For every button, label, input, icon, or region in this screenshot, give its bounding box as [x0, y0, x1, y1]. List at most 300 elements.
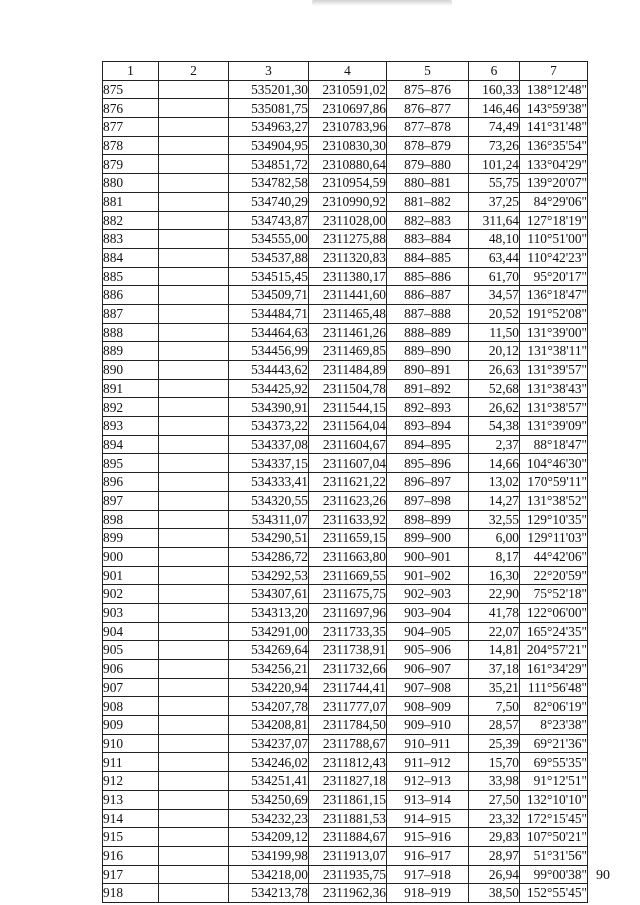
segment-length: 41,78: [469, 603, 520, 622]
segment-length: 26,62: [469, 398, 520, 417]
direction-angle: 95°20'17": [520, 267, 588, 286]
y-coordinate: 2311028,00: [309, 211, 387, 230]
direction-angle: 69°55'35": [520, 753, 588, 772]
point-number: 899: [103, 529, 159, 548]
point-number: 909: [103, 716, 159, 735]
table-row: [103, 846, 588, 865]
point-number: 893: [103, 417, 159, 436]
x-coordinate: 534292,53: [229, 566, 309, 585]
point-number: 900: [103, 547, 159, 566]
empty-cell: [159, 660, 229, 679]
empty-cell: [159, 790, 229, 809]
segment-length: 37,25: [469, 192, 520, 211]
y-coordinate: 2311663,80: [309, 547, 387, 566]
table-row: [103, 286, 588, 305]
segment-label: 900–901: [387, 547, 469, 566]
y-coordinate: 2311544,15: [309, 398, 387, 417]
table-row: [103, 865, 588, 884]
segment-label: 913–914: [387, 790, 469, 809]
coordinates-table: [102, 61, 588, 903]
empty-cell: [159, 828, 229, 847]
x-coordinate: 534291,00: [229, 622, 309, 641]
table-row: [103, 80, 588, 99]
y-coordinate: 2311564,04: [309, 417, 387, 436]
direction-angle: 131°38'52": [520, 491, 588, 510]
y-coordinate: 2311320,83: [309, 248, 387, 267]
empty-cell: [159, 753, 229, 772]
table-row: [103, 641, 588, 660]
segment-label: 906–907: [387, 660, 469, 679]
empty-cell: [159, 435, 229, 454]
point-number: 885: [103, 267, 159, 286]
segment-label: 893–894: [387, 417, 469, 436]
segment-label: 888–889: [387, 323, 469, 342]
direction-angle: 122°06'00": [520, 603, 588, 622]
x-coordinate: 534509,71: [229, 286, 309, 305]
segment-length: 74,49: [469, 118, 520, 137]
x-coordinate: 534390,91: [229, 398, 309, 417]
point-number: 907: [103, 678, 159, 697]
column-header-4: 4: [309, 62, 387, 81]
segment-label: 892–893: [387, 398, 469, 417]
segment-length: 101,24: [469, 155, 520, 174]
y-coordinate: 2311732,66: [309, 660, 387, 679]
x-coordinate: 534209,12: [229, 828, 309, 847]
segment-length: 22,07: [469, 622, 520, 641]
direction-angle: 204°57'21": [520, 641, 588, 660]
table-row: [103, 99, 588, 118]
empty-cell: [159, 772, 229, 791]
segment-label: 904–905: [387, 622, 469, 641]
table-header: [103, 62, 588, 81]
segment-length: 7,50: [469, 697, 520, 716]
table-row: [103, 510, 588, 529]
direction-angle: 170°59'11": [520, 473, 588, 492]
column-header-3: 3: [229, 62, 309, 81]
point-number: 895: [103, 454, 159, 473]
x-coordinate: 534484,71: [229, 304, 309, 323]
segment-length: 8,17: [469, 547, 520, 566]
x-coordinate: 534290,51: [229, 529, 309, 548]
segment-length: 25,39: [469, 734, 520, 753]
segment-length: 14,81: [469, 641, 520, 660]
direction-angle: 88°18'47": [520, 435, 588, 454]
direction-angle: 44°42'06": [520, 547, 588, 566]
point-number: 905: [103, 641, 159, 660]
segment-label: 912–913: [387, 772, 469, 791]
segment-length: 11,50: [469, 323, 520, 342]
y-coordinate: 2310591,02: [309, 80, 387, 99]
y-coordinate: 2310990,92: [309, 192, 387, 211]
y-coordinate: 2310880,64: [309, 155, 387, 174]
point-number: 918: [103, 884, 159, 903]
y-coordinate: 2311784,50: [309, 716, 387, 735]
segment-length: 73,26: [469, 136, 520, 155]
table-row: [103, 230, 588, 249]
direction-angle: 104°46'30": [520, 454, 588, 473]
y-coordinate: 2311733,35: [309, 622, 387, 641]
table-row: [103, 174, 588, 193]
y-coordinate: 2311812,43: [309, 753, 387, 772]
direction-angle: 165°24'35": [520, 622, 588, 641]
direction-angle: 161°34'29": [520, 660, 588, 679]
y-coordinate: 2310830,30: [309, 136, 387, 155]
direction-angle: 139°20'07": [520, 174, 588, 193]
segment-label: 897–898: [387, 491, 469, 510]
segment-label: 886–887: [387, 286, 469, 305]
scan-artifact: [312, 0, 452, 6]
direction-angle: 129°10'35": [520, 510, 588, 529]
direction-angle: 82°06'19": [520, 697, 588, 716]
point-number: 890: [103, 361, 159, 380]
direction-angle: 131°38'11": [520, 342, 588, 361]
segment-label: 884–885: [387, 248, 469, 267]
segment-label: 880–881: [387, 174, 469, 193]
point-number: 911: [103, 753, 159, 772]
x-coordinate: 534456,99: [229, 342, 309, 361]
segment-length: 23,32: [469, 809, 520, 828]
y-coordinate: 2310954,59: [309, 174, 387, 193]
column-header-6: 6: [469, 62, 520, 81]
table-row: [103, 398, 588, 417]
point-number: 876: [103, 99, 159, 118]
direction-angle: 99°00'38": [520, 865, 588, 884]
table-row: [103, 473, 588, 492]
empty-cell: [159, 136, 229, 155]
column-header-2: 2: [159, 62, 229, 81]
x-coordinate: 534555,00: [229, 230, 309, 249]
y-coordinate: 2311881,53: [309, 809, 387, 828]
y-coordinate: 2311697,96: [309, 603, 387, 622]
table-row: [103, 435, 588, 454]
direction-angle: 138°12'48": [520, 80, 588, 99]
segment-length: 13,02: [469, 473, 520, 492]
table-row: [103, 342, 588, 361]
x-coordinate: 535201,30: [229, 80, 309, 99]
x-coordinate: 534333,41: [229, 473, 309, 492]
x-coordinate: 534213,78: [229, 884, 309, 903]
point-number: 881: [103, 192, 159, 211]
table-row: [103, 660, 588, 679]
direction-angle: 51°31'56": [520, 846, 588, 865]
y-coordinate: 2311607,04: [309, 454, 387, 473]
segment-label: 915–916: [387, 828, 469, 847]
direction-angle: 110°42'23": [520, 248, 588, 267]
empty-cell: [159, 678, 229, 697]
x-coordinate: 534199,98: [229, 846, 309, 865]
empty-cell: [159, 865, 229, 884]
empty-cell: [159, 361, 229, 380]
point-number: 882: [103, 211, 159, 230]
direction-angle: 152°55'45": [520, 884, 588, 903]
empty-cell: [159, 622, 229, 641]
segment-label: 895–896: [387, 454, 469, 473]
empty-cell: [159, 566, 229, 585]
segment-length: 55,75: [469, 174, 520, 193]
point-number: 878: [103, 136, 159, 155]
empty-cell: [159, 286, 229, 305]
direction-angle: 172°15'45": [520, 809, 588, 828]
x-coordinate: 534443,62: [229, 361, 309, 380]
segment-label: 885–886: [387, 267, 469, 286]
y-coordinate: 2311380,17: [309, 267, 387, 286]
direction-angle: 131°38'57": [520, 398, 588, 417]
table-row: [103, 454, 588, 473]
segment-label: 898–899: [387, 510, 469, 529]
empty-cell: [159, 155, 229, 174]
empty-cell: [159, 304, 229, 323]
x-coordinate: 534250,69: [229, 790, 309, 809]
direction-angle: 75°52'18": [520, 585, 588, 604]
y-coordinate: 2311788,67: [309, 734, 387, 753]
segment-length: 6,00: [469, 529, 520, 548]
x-coordinate: 534464,63: [229, 323, 309, 342]
segment-length: 33,98: [469, 772, 520, 791]
x-coordinate: 534218,00: [229, 865, 309, 884]
table-row: [103, 566, 588, 585]
column-header-5: 5: [387, 62, 469, 81]
table-row: [103, 491, 588, 510]
y-coordinate: 2311275,88: [309, 230, 387, 249]
segment-length: 52,68: [469, 379, 520, 398]
point-number: 901: [103, 566, 159, 585]
y-coordinate: 2311675,75: [309, 585, 387, 604]
empty-cell: [159, 342, 229, 361]
segment-length: 63,44: [469, 248, 520, 267]
y-coordinate: 2310783,96: [309, 118, 387, 137]
y-coordinate: 2311659,15: [309, 529, 387, 548]
direction-angle: 69°21'36": [520, 734, 588, 753]
table-row: [103, 529, 588, 548]
segment-length: 35,21: [469, 678, 520, 697]
segment-label: 881–882: [387, 192, 469, 211]
segment-label: 891–892: [387, 379, 469, 398]
table-row: [103, 155, 588, 174]
x-coordinate: 534246,02: [229, 753, 309, 772]
point-number: 902: [103, 585, 159, 604]
header-row: [103, 62, 588, 81]
empty-cell: [159, 454, 229, 473]
empty-cell: [159, 323, 229, 342]
x-coordinate: 534904,95: [229, 136, 309, 155]
segment-label: 878–879: [387, 136, 469, 155]
y-coordinate: 2310697,86: [309, 99, 387, 118]
y-coordinate: 2311861,15: [309, 790, 387, 809]
x-coordinate: 534256,21: [229, 660, 309, 679]
segment-label: 882–883: [387, 211, 469, 230]
direction-angle: 136°35'54": [520, 136, 588, 155]
point-number: 886: [103, 286, 159, 305]
y-coordinate: 2311623,26: [309, 491, 387, 510]
segment-length: 20,12: [469, 342, 520, 361]
x-coordinate: 534208,81: [229, 716, 309, 735]
empty-cell: [159, 547, 229, 566]
page-number: 90: [596, 868, 610, 883]
table-row: [103, 828, 588, 847]
empty-cell: [159, 716, 229, 735]
segment-label: 876–877: [387, 99, 469, 118]
segment-length: 28,97: [469, 846, 520, 865]
table-row: [103, 716, 588, 735]
x-coordinate: 534320,55: [229, 491, 309, 510]
point-number: 914: [103, 809, 159, 828]
point-number: 894: [103, 435, 159, 454]
direction-angle: 111°56'48": [520, 678, 588, 697]
y-coordinate: 2311669,55: [309, 566, 387, 585]
x-coordinate: 534337,08: [229, 435, 309, 454]
x-coordinate: 534286,72: [229, 547, 309, 566]
y-coordinate: 2311621,22: [309, 473, 387, 492]
table-row: [103, 585, 588, 604]
segment-label: 907–908: [387, 678, 469, 697]
empty-cell: [159, 529, 229, 548]
x-coordinate: 534373,22: [229, 417, 309, 436]
direction-angle: 129°11'03": [520, 529, 588, 548]
segment-label: 911–912: [387, 753, 469, 772]
segment-length: 26,94: [469, 865, 520, 884]
segment-length: 38,50: [469, 884, 520, 903]
x-coordinate: 534537,88: [229, 248, 309, 267]
segment-length: 37,18: [469, 660, 520, 679]
direction-angle: 22°20'59": [520, 566, 588, 585]
segment-length: 14,27: [469, 491, 520, 510]
direction-angle: 136°18'47": [520, 286, 588, 305]
point-number: 884: [103, 248, 159, 267]
empty-cell: [159, 379, 229, 398]
point-number: 916: [103, 846, 159, 865]
table-row: [103, 622, 588, 641]
x-coordinate: 534232,23: [229, 809, 309, 828]
segment-label: 883–884: [387, 230, 469, 249]
table-row: [103, 697, 588, 716]
segment-label: 908–909: [387, 697, 469, 716]
x-coordinate: 534743,87: [229, 211, 309, 230]
direction-angle: 91°12'51": [520, 772, 588, 791]
segment-length: 14,66: [469, 454, 520, 473]
direction-angle: 133°04'29": [520, 155, 588, 174]
segment-length: 311,64: [469, 211, 520, 230]
empty-cell: [159, 473, 229, 492]
segment-label: 887–888: [387, 304, 469, 323]
segment-label: 877–878: [387, 118, 469, 137]
x-coordinate: 534963,27: [229, 118, 309, 137]
table-row: [103, 603, 588, 622]
x-coordinate: 534207,78: [229, 697, 309, 716]
table-row: [103, 809, 588, 828]
segment-length: 16,30: [469, 566, 520, 585]
segment-label: 902–903: [387, 585, 469, 604]
segment-length: 54,38: [469, 417, 520, 436]
table-row: [103, 323, 588, 342]
segment-label: 894–895: [387, 435, 469, 454]
empty-cell: [159, 417, 229, 436]
table-row: [103, 118, 588, 137]
y-coordinate: 2311935,75: [309, 865, 387, 884]
segment-label: 916–917: [387, 846, 469, 865]
empty-cell: [159, 846, 229, 865]
empty-cell: [159, 884, 229, 903]
empty-cell: [159, 510, 229, 529]
segment-label: 903–904: [387, 603, 469, 622]
y-coordinate: 2311744,41: [309, 678, 387, 697]
segment-length: 146,46: [469, 99, 520, 118]
segment-label: 918–919: [387, 884, 469, 903]
table-row: [103, 361, 588, 380]
y-coordinate: 2311738,91: [309, 641, 387, 660]
table-row: [103, 753, 588, 772]
direction-angle: 8°23'38": [520, 716, 588, 735]
empty-cell: [159, 809, 229, 828]
column-header-7: 7: [520, 62, 588, 81]
x-coordinate: 534425,92: [229, 379, 309, 398]
table-row: [103, 547, 588, 566]
table-row: [103, 379, 588, 398]
table-row: [103, 417, 588, 436]
empty-cell: [159, 248, 229, 267]
direction-angle: 107°50'21": [520, 828, 588, 847]
point-number: 875: [103, 80, 159, 99]
table-row: [103, 211, 588, 230]
point-number: 903: [103, 603, 159, 622]
segment-length: 32,55: [469, 510, 520, 529]
table-row: [103, 136, 588, 155]
point-number: 883: [103, 230, 159, 249]
x-coordinate: 534311,07: [229, 510, 309, 529]
empty-cell: [159, 192, 229, 211]
point-number: 889: [103, 342, 159, 361]
segment-length: 15,70: [469, 753, 520, 772]
segment-length: 48,10: [469, 230, 520, 249]
segment-label: 914–915: [387, 809, 469, 828]
x-coordinate: 534307,61: [229, 585, 309, 604]
column-header-1: 1: [103, 62, 159, 81]
y-coordinate: 2311913,07: [309, 846, 387, 865]
table-row: [103, 678, 588, 697]
point-number: 915: [103, 828, 159, 847]
y-coordinate: 2311884,67: [309, 828, 387, 847]
empty-cell: [159, 491, 229, 510]
segment-label: 889–890: [387, 342, 469, 361]
point-number: 879: [103, 155, 159, 174]
x-coordinate: 534740,29: [229, 192, 309, 211]
segment-length: 160,33: [469, 80, 520, 99]
direction-angle: 131°39'57": [520, 361, 588, 380]
segment-length: 22,90: [469, 585, 520, 604]
empty-cell: [159, 398, 229, 417]
y-coordinate: 2311465,48: [309, 304, 387, 323]
empty-cell: [159, 585, 229, 604]
point-number: 908: [103, 697, 159, 716]
empty-cell: [159, 603, 229, 622]
point-number: 892: [103, 398, 159, 417]
x-coordinate: 534515,45: [229, 267, 309, 286]
table-row: [103, 772, 588, 791]
direction-angle: 127°18'19": [520, 211, 588, 230]
segment-length: 29,83: [469, 828, 520, 847]
empty-cell: [159, 174, 229, 193]
direction-angle: 141°31'48": [520, 118, 588, 137]
x-coordinate: 534782,58: [229, 174, 309, 193]
x-coordinate: 534337,15: [229, 454, 309, 473]
point-number: 888: [103, 323, 159, 342]
y-coordinate: 2311777,07: [309, 697, 387, 716]
direction-angle: 132°10'10": [520, 790, 588, 809]
point-number: 880: [103, 174, 159, 193]
direction-angle: 110°51'00": [520, 230, 588, 249]
table-row: [103, 248, 588, 267]
direction-angle: 131°39'09": [520, 417, 588, 436]
segment-label: 910–911: [387, 734, 469, 753]
